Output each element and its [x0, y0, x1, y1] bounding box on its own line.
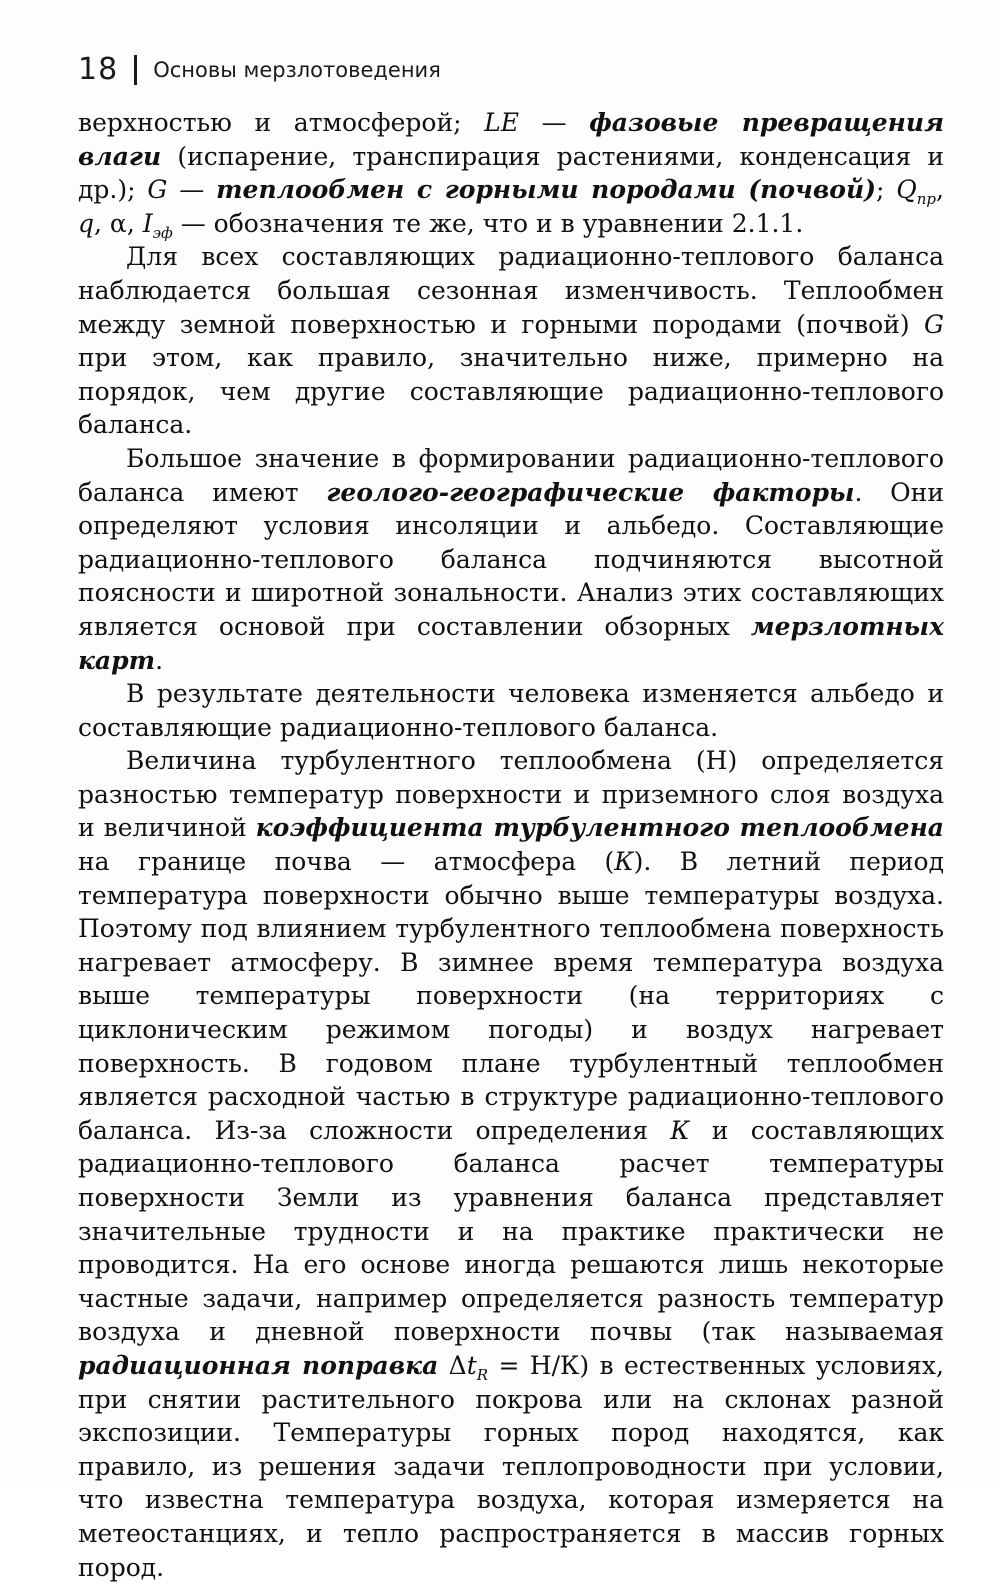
paragraph-5: [78, 744, 944, 1584]
page-number: 18: [78, 52, 119, 87]
text: —: [167, 175, 217, 205]
text: ,: [126, 208, 143, 238]
text: .: [155, 645, 164, 675]
text: . Они определяют условия инсоляции и альбедо. Составляющие радиационно-теплового баланса подчиняются высотной поясности и широтной зональности. Анализ этих составляющих является основой при составлении обзорных: [78, 477, 944, 641]
body-text: [78, 106, 944, 1584]
paragraph-1: [78, 106, 944, 240]
symbol-alpha: α: [109, 208, 127, 238]
symbol-q: Q: [896, 175, 917, 205]
symbol-k: К: [670, 1115, 690, 1145]
text: ;: [875, 175, 897, 205]
paragraph-3: [78, 442, 944, 677]
text: — обозначения те же, что и в уравнении 2.1.1.: [172, 208, 804, 238]
symbol-g: G: [924, 309, 944, 339]
text: верхностью и атмосферой;: [78, 108, 485, 137]
symbol-le: LE: [484, 108, 520, 137]
text: (испарение, транспирация растениями, конденсация и др.);: [78, 141, 944, 205]
text: ,: [936, 175, 944, 205]
header-divider: [134, 55, 137, 85]
text: ,: [94, 208, 110, 238]
text: = Н/К) в естественных условиях, при снятии растительного покрова или на склонах разной экспозиции. Температуры горных пород находятся, как правило, из решения задачи теплопроводности при условии, что известна температура воздуха, которая измеряется на метеостанциях, и тепло распространяется в массив горных пород.: [78, 1350, 944, 1582]
symbol-i: I: [142, 208, 153, 238]
page-header: [78, 52, 441, 87]
text: Величина турбулентного теплообмена (Н) определяется разностью температур поверхности и приземного слоя воздуха и величиной: [78, 746, 944, 843]
text: на границе почва — атмосфера (: [78, 847, 615, 877]
term-turbulent-coefficient: коэффициента турбулентного теплообмена: [255, 813, 944, 843]
running-title: Основы мерзлотоведения: [153, 57, 441, 82]
text: и составляющих радиационно-теплового баланса расчет температуры поверхности Земли из уравнения баланса представляет значительные трудности и на практике практически не проводится. На его основе иногда решаются лишь некоторые частные задачи, например определяется разность температур воздуха и дневной поверхности почвы (так называемая: [78, 1115, 944, 1347]
text: при этом, как правило, значительно ниже, примерно на порядок, чем другие составляющие радиационно-теплового баланса.: [78, 343, 944, 440]
subscript: R: [476, 1365, 489, 1384]
paragraph-4: [78, 677, 944, 744]
term-phase-transitions: фазовые превращения влаги: [78, 108, 944, 171]
text: Δ: [438, 1350, 467, 1380]
text: —: [519, 108, 590, 137]
text: Для всех составляющих радиационно-теплового баланса наблюдается большая сезонная изменчивость. Теплообмен между земной поверхностью и горными породами (почвой): [78, 242, 944, 339]
term-radiation-correction: радиационная поправка: [78, 1350, 439, 1380]
symbol-g: G: [147, 175, 168, 205]
term-permafrost-maps: мерзлотных карт: [78, 611, 944, 675]
text: В результате деятельности человека изменяется альбедо и составляющие радиационно-теплового баланса.: [78, 679, 944, 742]
subscript: эф: [152, 223, 173, 242]
symbol-k: К: [614, 847, 634, 877]
term-geo-factors: геолого-географические факторы: [326, 477, 855, 507]
symbol-q-small: q: [78, 208, 95, 238]
paragraph-2: [78, 240, 944, 442]
text: Большое значение в формировании радиационно-теплового баланса имеют: [78, 443, 944, 507]
text: ). В летний период температура поверхности обычно выше температуры воздуха. Поэтому под влиянием турбулентного теплообмена поверхность нагревает атмосферу. В зимнее время температура воздуха выше температуры поверхности (на территориях с циклоническим режимом погоды) и воздух нагревает поверхность. В годовом плане турбулентный теплообмен является расходной частью в структуре радиационно-теплового баланса. Из-за сложности определения: [78, 847, 944, 1145]
term-heat-exchange-rocks: теплообмен с горными породами (почвой): [216, 175, 876, 205]
subscript: пр: [916, 190, 937, 209]
symbol-t: t: [466, 1350, 477, 1380]
